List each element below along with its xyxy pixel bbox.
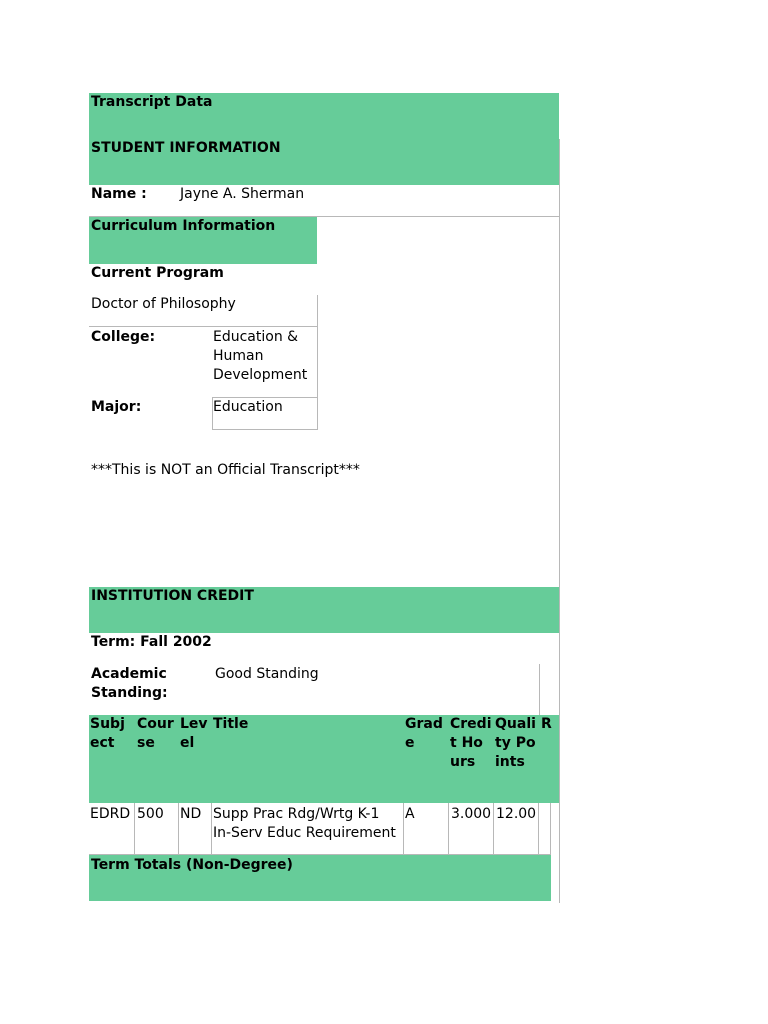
college-major-left-border: [212, 398, 213, 429]
academic-standing-value: Good Standing: [215, 666, 319, 682]
course-row-grade: A: [405, 806, 415, 822]
column-header-quality-points: Quality Points: [495, 716, 536, 770]
major-label: Major:: [91, 399, 142, 415]
term-label: Term: Fall 2002: [91, 634, 212, 650]
name-value: Jayne A. Sherman: [180, 186, 305, 202]
academic-standing-label: Academic Standing:: [91, 666, 168, 701]
column-header-subject: Subject: [90, 716, 125, 751]
column-header-grade: Grade: [405, 716, 443, 751]
institution-credit-heading: INSTITUTION CREDIT: [91, 588, 254, 604]
column-header-course: Course: [137, 716, 174, 751]
current-program-label: Current Program: [91, 265, 224, 281]
program-value: Doctor of Philosophy: [91, 296, 236, 312]
not-official-disclaimer: ***This is NOT an Official Transcript***: [91, 462, 360, 478]
course-row-divider: [538, 803, 539, 854]
course-row-title: Supp Prac Rdg/Wrtg K-1 In-Serv Educ Requirement: [213, 806, 396, 841]
column-header-title: Title: [213, 716, 249, 732]
course-row-divider: [403, 803, 404, 854]
course-row-divider: [211, 803, 212, 854]
frame-right-border: [559, 139, 560, 903]
course-row-divider: [550, 803, 551, 854]
curriculum-information-heading: Curriculum Information: [91, 218, 276, 234]
college-value: Education & Human Development: [213, 329, 308, 383]
program-cell-bottom-border: [89, 326, 317, 327]
academic-standing-right-border: [539, 664, 540, 715]
course-row-divider: [178, 803, 179, 854]
course-row-level: ND: [180, 806, 202, 822]
column-header-credit-hours: Credit Hours: [450, 716, 492, 770]
column-header-r: R: [541, 716, 552, 732]
course-row-subject: EDRD: [90, 806, 131, 822]
transcript-title: Transcript Data: [91, 94, 213, 110]
program-cell-right-border: [317, 295, 318, 430]
student-information-heading: STUDENT INFORMATION: [91, 140, 281, 156]
course-row-credit-hours: 3.000: [451, 806, 492, 822]
college-label: College:: [91, 329, 156, 345]
term-totals-heading: Term Totals (Non-Degree): [91, 857, 293, 873]
course-row-divider: [134, 803, 135, 854]
course-row-divider: [493, 803, 494, 854]
course-row-divider: [448, 803, 449, 854]
course-row-course: 500: [137, 806, 164, 822]
major-value-bottom-border: [212, 429, 317, 430]
name-label: Name :: [91, 186, 147, 202]
column-header-level: Level: [180, 716, 208, 751]
major-value: Education: [213, 399, 283, 415]
course-row-quality-points: 12.00: [496, 806, 537, 822]
